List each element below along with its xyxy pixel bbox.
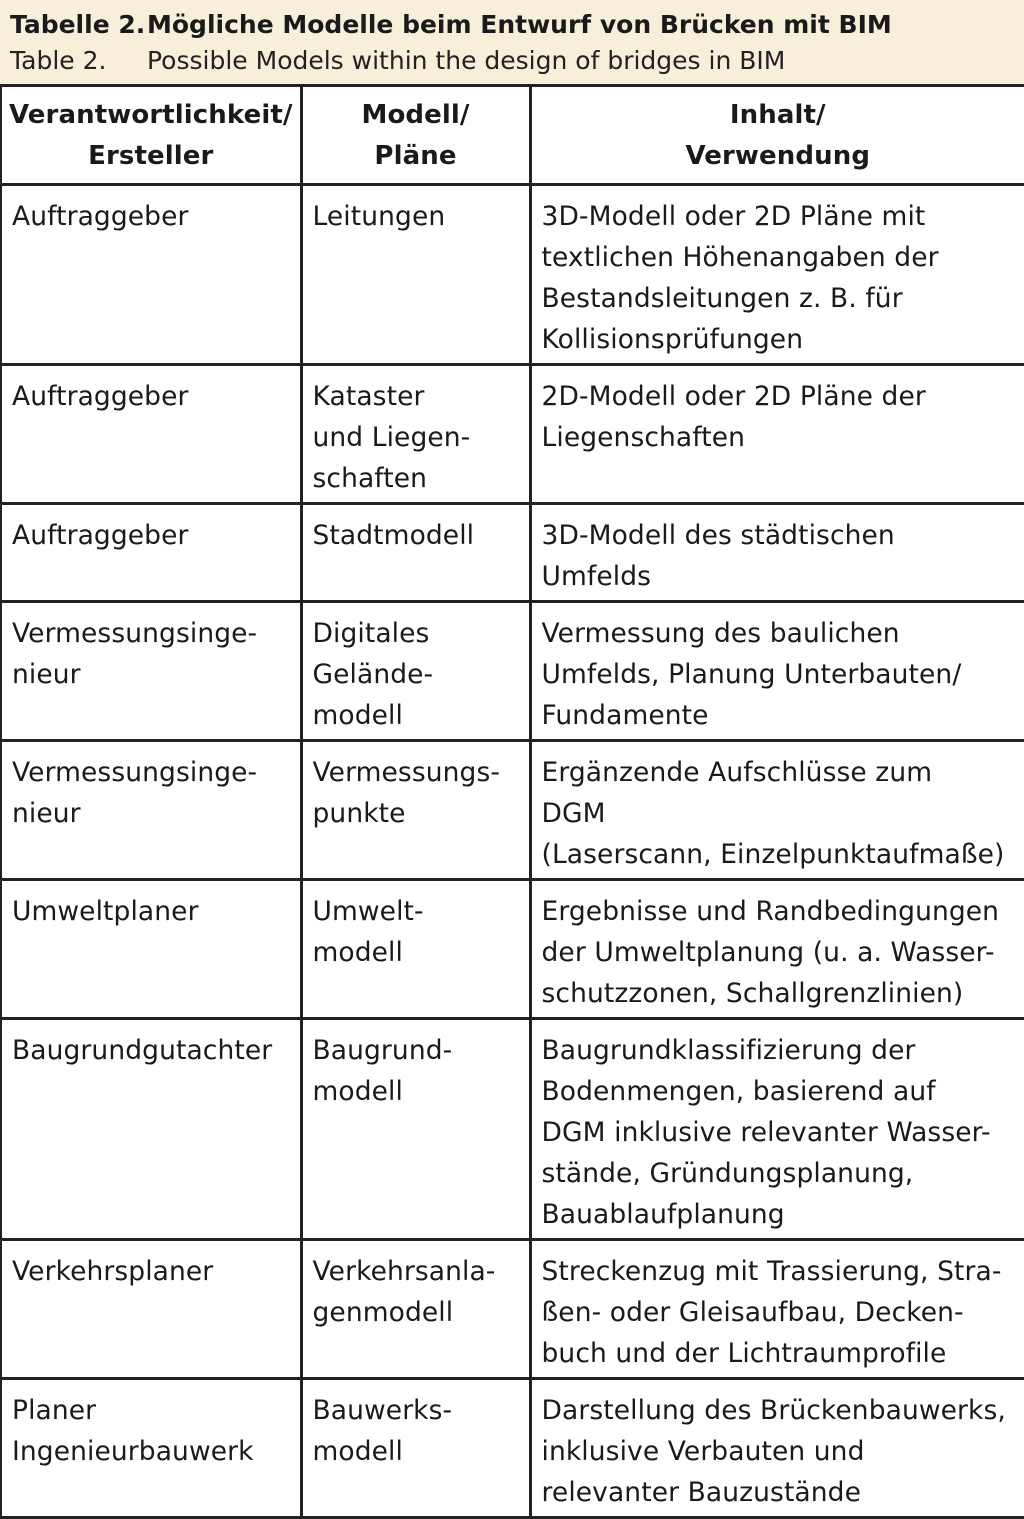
cell-content: Ergänzende Aufschlüsse zum DGM (Laserscann, Einzelpunktaufmaße) — [530, 741, 1024, 880]
cell-responsibility: Verkehrsplaner — [1, 1240, 301, 1379]
cell-responsibility: Auftraggeber — [1, 365, 301, 504]
cell-content: 3D-Modell des städtischen Umfelds — [530, 504, 1024, 602]
cell-model: Baugrund- modell — [301, 1019, 530, 1240]
table-row — [1, 365, 1024, 504]
cell-responsibility: Auftraggeber — [1, 504, 301, 602]
cell-model: Vermessungs- punkte — [301, 741, 530, 880]
table-row — [1, 602, 1024, 741]
header-content: Inhalt/ Verwendung — [530, 86, 1024, 185]
cell-responsibility: Planer Ingenieurbauwerk — [1, 1379, 301, 1518]
cell-content: 3D-Modell oder 2D Pläne mit textlichen Höhenangaben der Bestandsleitungen z. B. für Kollisionsprüfungen — [530, 185, 1024, 365]
cell-content: Baugrundklassifizierung der Bodenmengen, basierend auf DGM inklusive relevanter Wasser- stände, Gründungsplanung, Bauablaufplanung — [530, 1019, 1024, 1240]
cell-responsibility: Baugrundgutachter — [1, 1019, 301, 1240]
table-row — [1, 1379, 1024, 1518]
table-row — [1, 1019, 1024, 1240]
cell-responsibility: Auftraggeber — [1, 185, 301, 365]
cell-content: Ergebnisse und Randbedingungen der Umweltplanung (u. a. Wasser- schutzzonen, Schallgrenzlinien) — [530, 880, 1024, 1019]
cell-model: Leitungen — [301, 185, 530, 365]
models-table — [0, 84, 1024, 1519]
header-model: Modell/ Pläne — [301, 86, 530, 185]
table-row — [1, 880, 1024, 1019]
cell-model: Bauwerks- modell — [301, 1379, 530, 1518]
table-caption — [0, 0, 1024, 84]
table-row — [1, 1240, 1024, 1379]
cell-model: Kataster und Liegen- schaften — [301, 365, 530, 504]
caption-german — [10, 8, 1024, 42]
table-row — [1, 504, 1024, 602]
caption-german-title: Mögliche Modelle beim Entwurf von Brücken mit BIM — [147, 10, 892, 39]
cell-content: 2D-Modell oder 2D Pläne der Liegenschaften — [530, 365, 1024, 504]
cell-model: Digitales Gelände- modell — [301, 602, 530, 741]
caption-english-title: Possible Models within the design of bridges in BIM — [147, 46, 786, 75]
table-row — [1, 741, 1024, 880]
cell-model: Stadtmodell — [301, 504, 530, 602]
cell-model: Verkehrsanla- genmodell — [301, 1240, 530, 1379]
cell-responsibility: Vermessungsinge- nieur — [1, 741, 301, 880]
caption-english-number: Table 2. — [10, 46, 107, 75]
cell-model: Umwelt- modell — [301, 880, 530, 1019]
caption-english — [10, 42, 1024, 80]
caption-german-number: Tabelle 2. — [10, 10, 146, 39]
cell-content: Vermessung des baulichen Umfelds, Planung Unterbauten/ Fundamente — [530, 602, 1024, 741]
cell-content: Darstellung des Brückenbauwerks, inklusive Verbauten und relevanter Bauzustände — [530, 1379, 1024, 1518]
header-responsibility: Verantwortlichkeit/ Ersteller — [1, 86, 301, 185]
table-header-row — [1, 86, 1024, 185]
cell-responsibility: Umweltplaner — [1, 880, 301, 1019]
cell-content: Streckenzug mit Trassierung, Stra- ßen- oder Gleisaufbau, Decken- buch und der Lichtraumprofile — [530, 1240, 1024, 1379]
table-row — [1, 185, 1024, 365]
cell-responsibility: Vermessungsinge- nieur — [1, 602, 301, 741]
